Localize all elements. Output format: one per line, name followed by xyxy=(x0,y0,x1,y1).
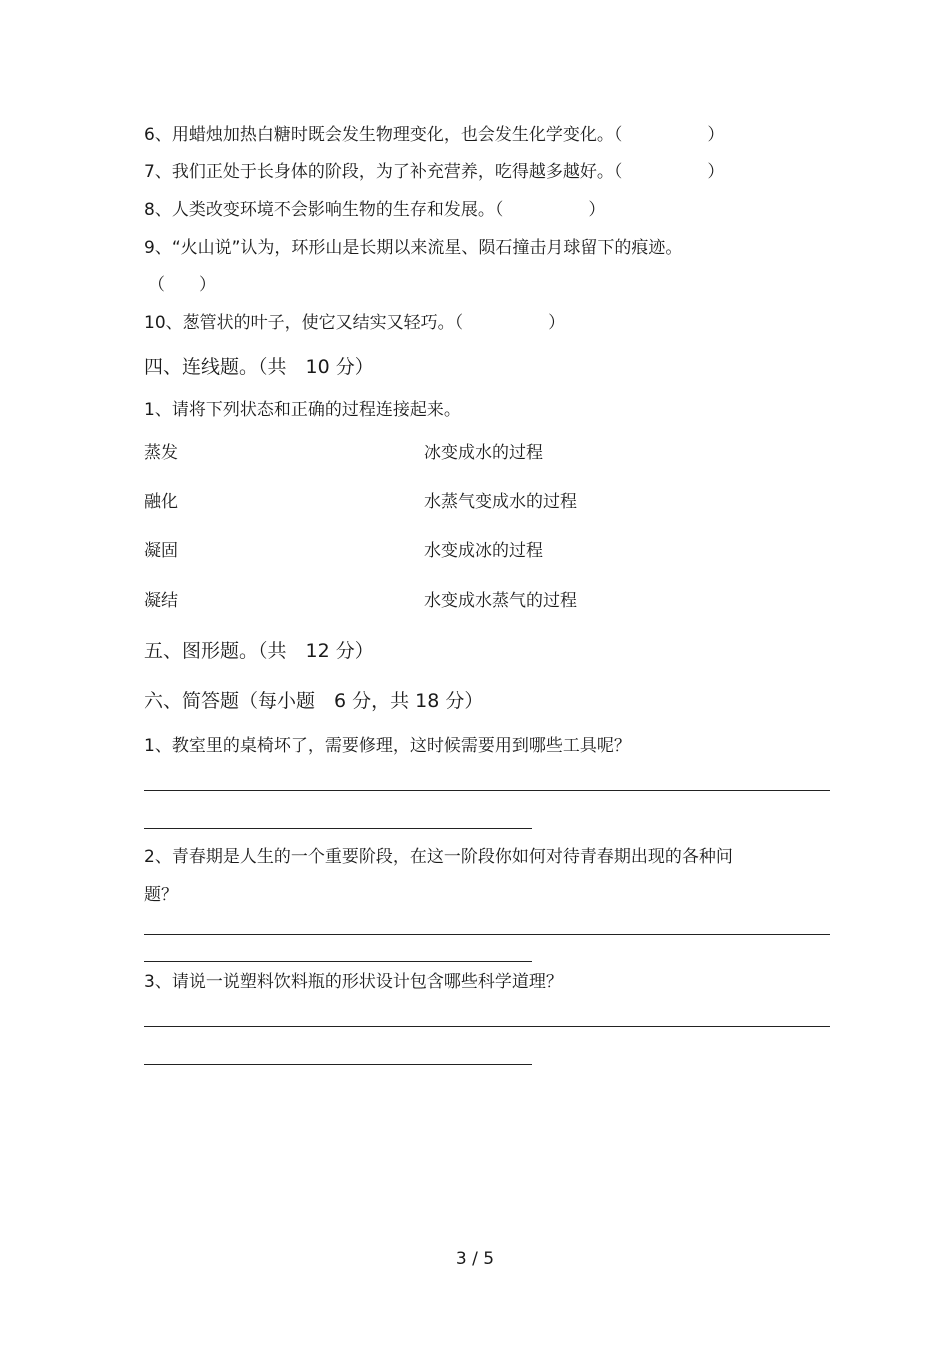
match-right-2: 水蒸气变成水的过程 xyxy=(424,492,577,512)
short-question-3: 3、请说一说塑料饮料瓶的形状设计包含哪些科学道理？ xyxy=(144,972,563,992)
short-question-1: 1、教室里的桌椅坏了，需要修理，这时候需要用到哪些工具呢？ xyxy=(144,736,631,756)
match-left-3: 凝固 xyxy=(144,541,178,561)
question-7: 7、我们正处于长身体的阶段，为了补充营养，吃得越多越好。（ ） xyxy=(144,162,725,182)
section-6-heading: 六、简答题（每小题 6 分，共 18 分） xyxy=(144,690,484,712)
section-4-heading: 四、连线题。（共 10 分） xyxy=(144,356,374,378)
match-left-4: 凝结 xyxy=(144,591,178,611)
short-question-2-line2: 题？ xyxy=(144,885,178,905)
answer-line[interactable] xyxy=(144,828,532,829)
match-left-2: 融化 xyxy=(144,492,178,512)
page-number: 3 / 5 xyxy=(455,1249,495,1269)
question-9-line2: （ ） xyxy=(148,275,216,295)
answer-line[interactable] xyxy=(144,1026,830,1027)
short-question-2-line1: 2、青春期是人生的一个重要阶段，在这一阶段你如何对待青春期出现的各种问 xyxy=(144,847,733,867)
question-9-line1: 9、“火山说”认为，环形山是长期以来流星、陨石撞击月球留下的痕迹。 xyxy=(144,238,683,258)
answer-line[interactable] xyxy=(144,1064,532,1065)
match-left-1: 蒸发 xyxy=(144,443,178,463)
question-6: 6、用蜡烛加热白糖时既会发生物理变化，也会发生化学变化。（ ） xyxy=(144,125,725,145)
answer-line[interactable] xyxy=(144,934,830,935)
answer-line[interactable] xyxy=(144,790,830,791)
match-right-1: 冰变成水的过程 xyxy=(424,443,543,463)
section-5-heading: 五、图形题。（共 12 分） xyxy=(144,640,374,662)
answer-line[interactable] xyxy=(144,961,532,962)
question-8: 8、人类改变环境不会影响生物的生存和发展。（ ） xyxy=(144,200,606,220)
match-right-3: 水变成冰的过程 xyxy=(424,541,543,561)
section-4-question: 1、请将下列状态和正确的过程连接起来。 xyxy=(144,400,461,420)
question-10: 10、葱管状的叶子，使它又结实又轻巧。（ ） xyxy=(144,313,566,333)
match-right-4: 水变成水蒸气的过程 xyxy=(424,591,577,611)
